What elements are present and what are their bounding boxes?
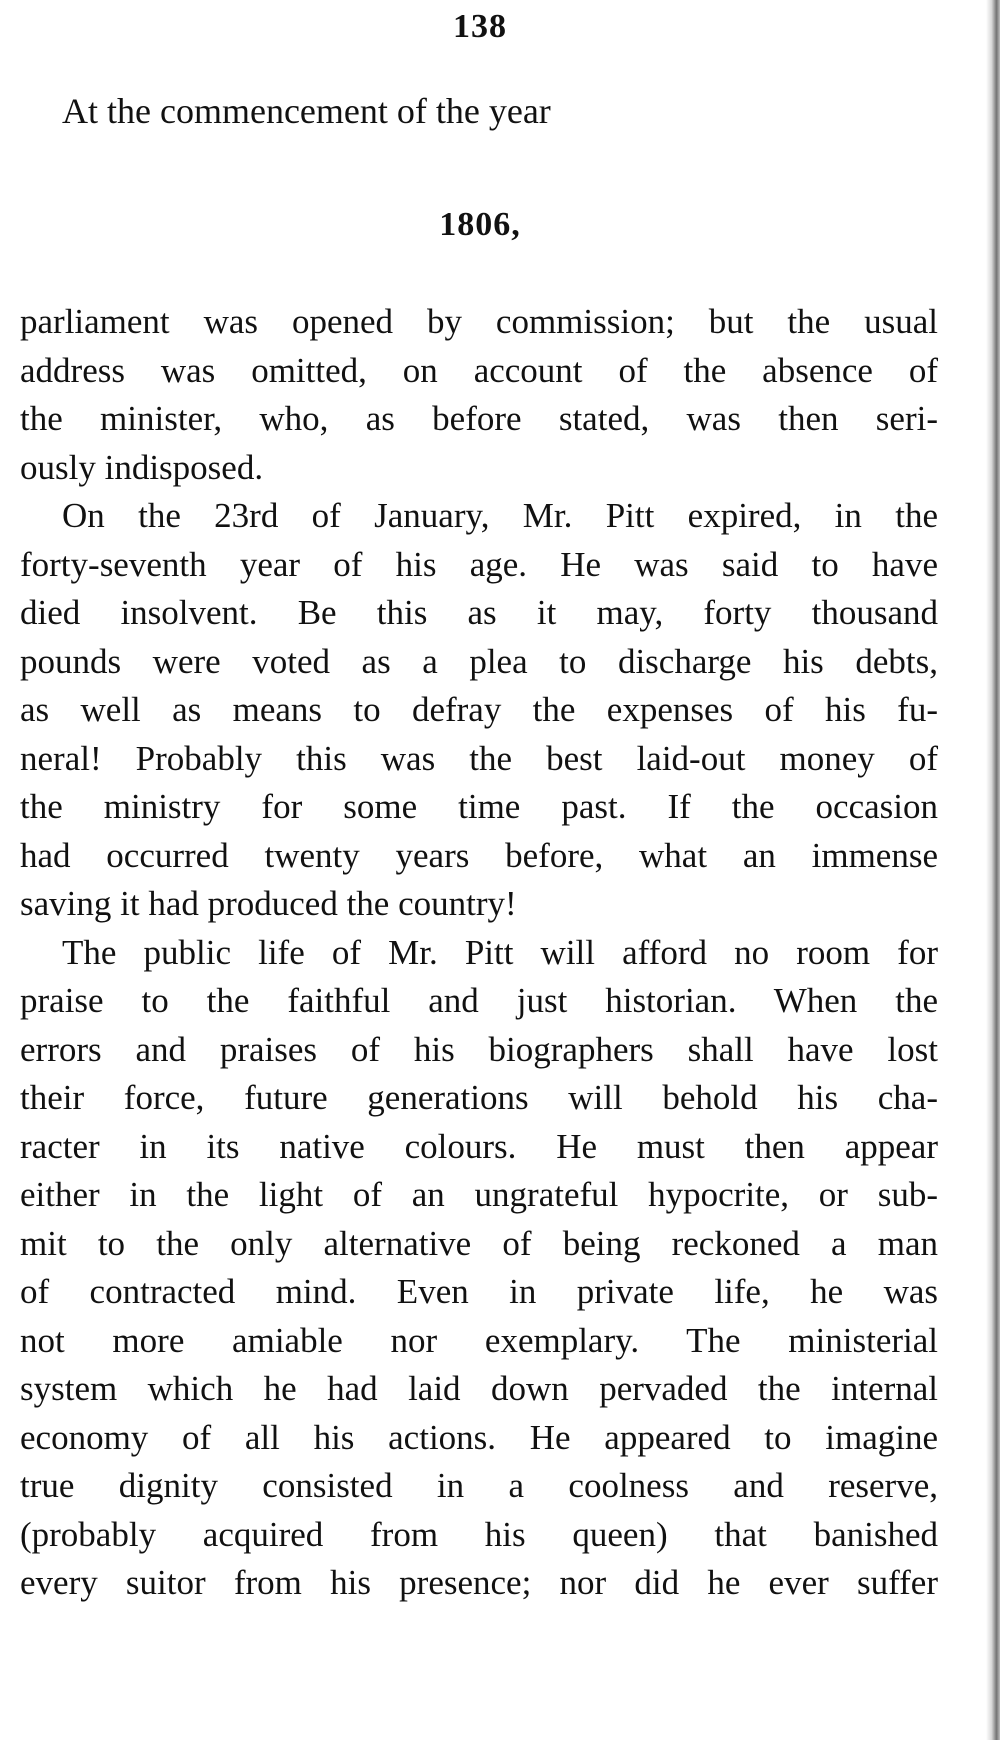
text-line: every suitor from his presence; nor did he ever suffer bbox=[20, 1563, 938, 1602]
text-line: true dignity consisted in a coolness and reserve, bbox=[20, 1466, 938, 1505]
body-text bbox=[20, 298, 938, 1608]
text-line: ously indisposed. bbox=[20, 447, 264, 487]
text-line: parliament was opened by commission; but the usual bbox=[20, 302, 938, 341]
text-line: either in the light of an ungrateful hypocrite, or sub- bbox=[20, 1175, 938, 1214]
text-line: the minister, who, as before stated, was then seri- bbox=[20, 399, 938, 438]
text-line: racter in its native colours. He must then appear bbox=[20, 1126, 938, 1166]
text-line: of contracted mind. Even in private life, he was bbox=[20, 1272, 938, 1311]
text-line: The public life of Mr. Pitt will afford no room for bbox=[62, 932, 938, 972]
text-line: their force, future generations will behold his cha- bbox=[20, 1078, 938, 1117]
text-line: not more amiable nor exemplary. The ministerial bbox=[20, 1320, 938, 1360]
text-line: errors and praises of his biographers shall have lost bbox=[20, 1029, 938, 1069]
text-line: address was omitted, on account of the absence of bbox=[20, 350, 938, 390]
text-line: had occurred twenty years before, what an immense bbox=[20, 835, 938, 875]
paragraph bbox=[20, 492, 938, 929]
text-line: On the 23rd of January, Mr. Pitt expired, in the bbox=[62, 496, 938, 535]
text-line: as well as means to defray the expenses of his fu- bbox=[20, 690, 938, 729]
page-number: 138 bbox=[453, 8, 507, 45]
text-line: mit to the only alternative of being reckoned a man bbox=[20, 1223, 938, 1263]
paragraph bbox=[20, 298, 938, 492]
year-heading: 1806, bbox=[439, 206, 521, 243]
text-line: pounds were voted as a plea to discharge his debts, bbox=[20, 641, 938, 681]
text-line: died insolvent. Be this as it may, forty thousand bbox=[20, 593, 938, 632]
text-line: system which he had laid down pervaded the internal bbox=[20, 1369, 938, 1408]
text-line: saving it had produced the country! bbox=[20, 884, 517, 923]
paragraph bbox=[20, 929, 938, 1608]
text-line: forty-seventh year of his age. He was said to have bbox=[20, 544, 938, 584]
text-line: the ministry for some time past. If the occasion bbox=[20, 787, 938, 826]
page-gutter-shadow bbox=[986, 0, 1000, 1740]
text-line: praise to the faithful and just historian. When the bbox=[20, 981, 938, 1020]
text-line: economy of all his actions. He appeared to imagine bbox=[20, 1417, 938, 1457]
intro-line: At the commencement of the year bbox=[62, 91, 551, 131]
text-line: (probably acquired from his queen) that banished bbox=[20, 1514, 938, 1554]
text-line: neral! Probably this was the best laid-out money of bbox=[20, 738, 938, 778]
